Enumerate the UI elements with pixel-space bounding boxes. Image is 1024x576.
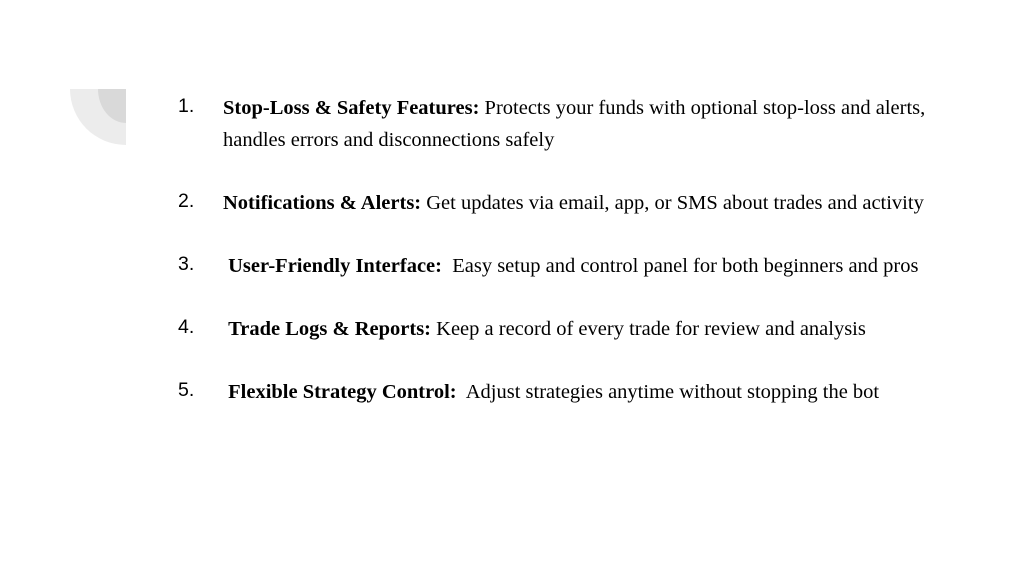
- feature-title: Stop-Loss & Safety Features:: [223, 97, 480, 119]
- list-item: [178, 313, 938, 345]
- feature-description: Protects your funds with optional stop-loss and alerts, handles errors and disconnections safely: [223, 97, 926, 151]
- feature-title: User-Friendly Interface:: [223, 255, 442, 277]
- list-item: [178, 376, 938, 408]
- feature-description: Adjust strategies anytime without stopping the bot: [456, 381, 880, 403]
- list-number: 3.: [178, 253, 195, 275]
- feature-description: Keep a record of every trade for review and analysis: [431, 318, 866, 340]
- feature-title: Trade Logs & Reports:: [223, 318, 432, 340]
- list-number: 4.: [178, 316, 195, 338]
- feature-description: Easy setup and control panel for both beginners and pros: [441, 255, 919, 277]
- decorative-quarter-circle-shape: [70, 89, 126, 145]
- list-item: [178, 187, 938, 219]
- feature-description: Get updates via email, app, or SMS about trades and activity: [421, 192, 924, 214]
- list-number: 5.: [178, 379, 195, 401]
- list-number: 1.: [178, 95, 195, 117]
- feature-title: Flexible Strategy Control:: [223, 381, 457, 403]
- list-item: [178, 92, 938, 156]
- feature-title: Notifications & Alerts:: [223, 192, 422, 214]
- list-item: [178, 250, 938, 282]
- feature-list: [178, 92, 938, 439]
- list-number: 2.: [178, 190, 195, 212]
